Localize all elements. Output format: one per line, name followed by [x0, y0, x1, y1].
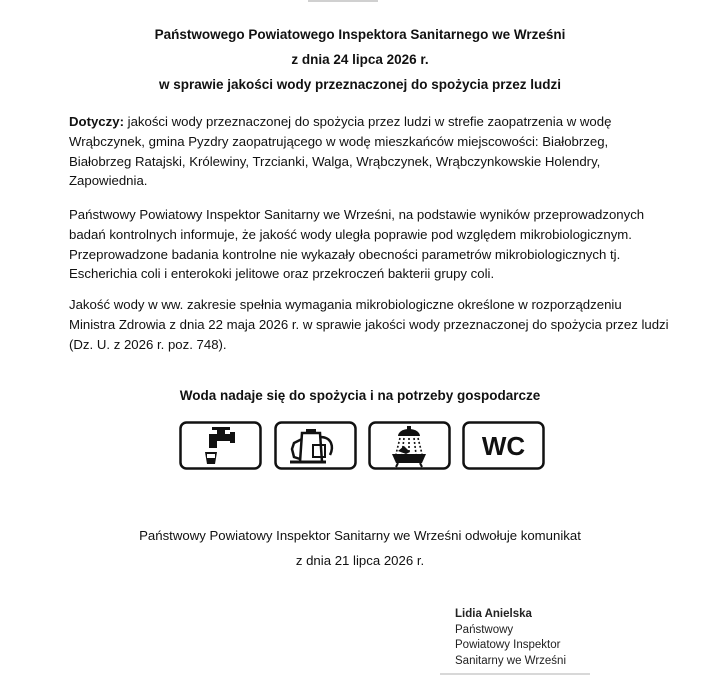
- signatory-title-3: Sanitarny we Wrześni: [455, 654, 566, 667]
- top-cut-text-line: [308, 0, 378, 2]
- wc-label: WC: [481, 431, 526, 461]
- signature-block: [455, 607, 566, 669]
- shower-bath-icon: [368, 421, 451, 470]
- concerns-label: Dotyczy:: [69, 114, 124, 129]
- verdict-heading: Woda nadaje się do spożycia i na potrzeby gospodarcze: [179, 388, 541, 403]
- paragraph-results: Państwowy Powiatowy Inspektor Sanitarny we Wrześni, na podstawie wyników przeprowadzonych badań kontrolnych informuje, że jakość wody uległa poprawie pod względem mikrobiologicznym. Przeprowadzone badania kontrolne nie wykazały obecności parametrów mikrobiologicznych tj. Escherichia coli i enterokoki jelitowe oraz przekroczeń bakterii grupy coli.: [69, 207, 645, 282]
- usage-icons: [179, 421, 549, 471]
- issuer-heading: Państwowego Powiatowego Inspektora Sanitarnego we Wrześni: [154, 27, 566, 42]
- signatory-title-2: Powiatowy Inspektor: [455, 639, 561, 651]
- concerns-text: jakości wody przeznaczonej do spożycia przez ludzi w strefie zaopatrzenia w wodę Wrąbczynek, gmina Pyzdry zaopatrującego w wodę mieszkańców miejscowości: Białobrzeg, Białobrzeg Ratajski, Królewiny, Trzcianki, Walga, Wrąbczynek, Wrąbczynkowskie Holendry, Zapowiednia.: [69, 114, 612, 189]
- signatory-title-1: Państwowy: [455, 623, 514, 636]
- issue-date: z dnia 24 lipca 2026 r.: [291, 52, 429, 67]
- concerns-paragraph: [69, 112, 669, 191]
- revocation-line-1: Państwowy Powiatowy Inspektor Sanitarny we Wrześni odwołuje komunikat: [139, 528, 581, 543]
- wc-icon: [462, 421, 545, 470]
- signatory-name: Lidia Anielska: [455, 608, 532, 620]
- kettle-icon: [274, 421, 357, 470]
- paragraph-requirements: Jakość wody w ww. zakresie spełnia wymagania mikrobiologiczne określone w rozporządzeniu Ministra Zdrowia z dnia 22 maja 2026 r. w sprawie jakości wody przeznaczonej do spożycia przez ludzi (Dz. U. z 2026 r. poz. 748).: [69, 297, 669, 352]
- revocation-line-2: z dnia 21 lipca 2026 r.: [295, 553, 425, 568]
- subject-heading: w sprawie jakości wody przeznaczonej do spożycia przez ludzi: [158, 77, 562, 92]
- tap-drinking-icon: [179, 421, 262, 470]
